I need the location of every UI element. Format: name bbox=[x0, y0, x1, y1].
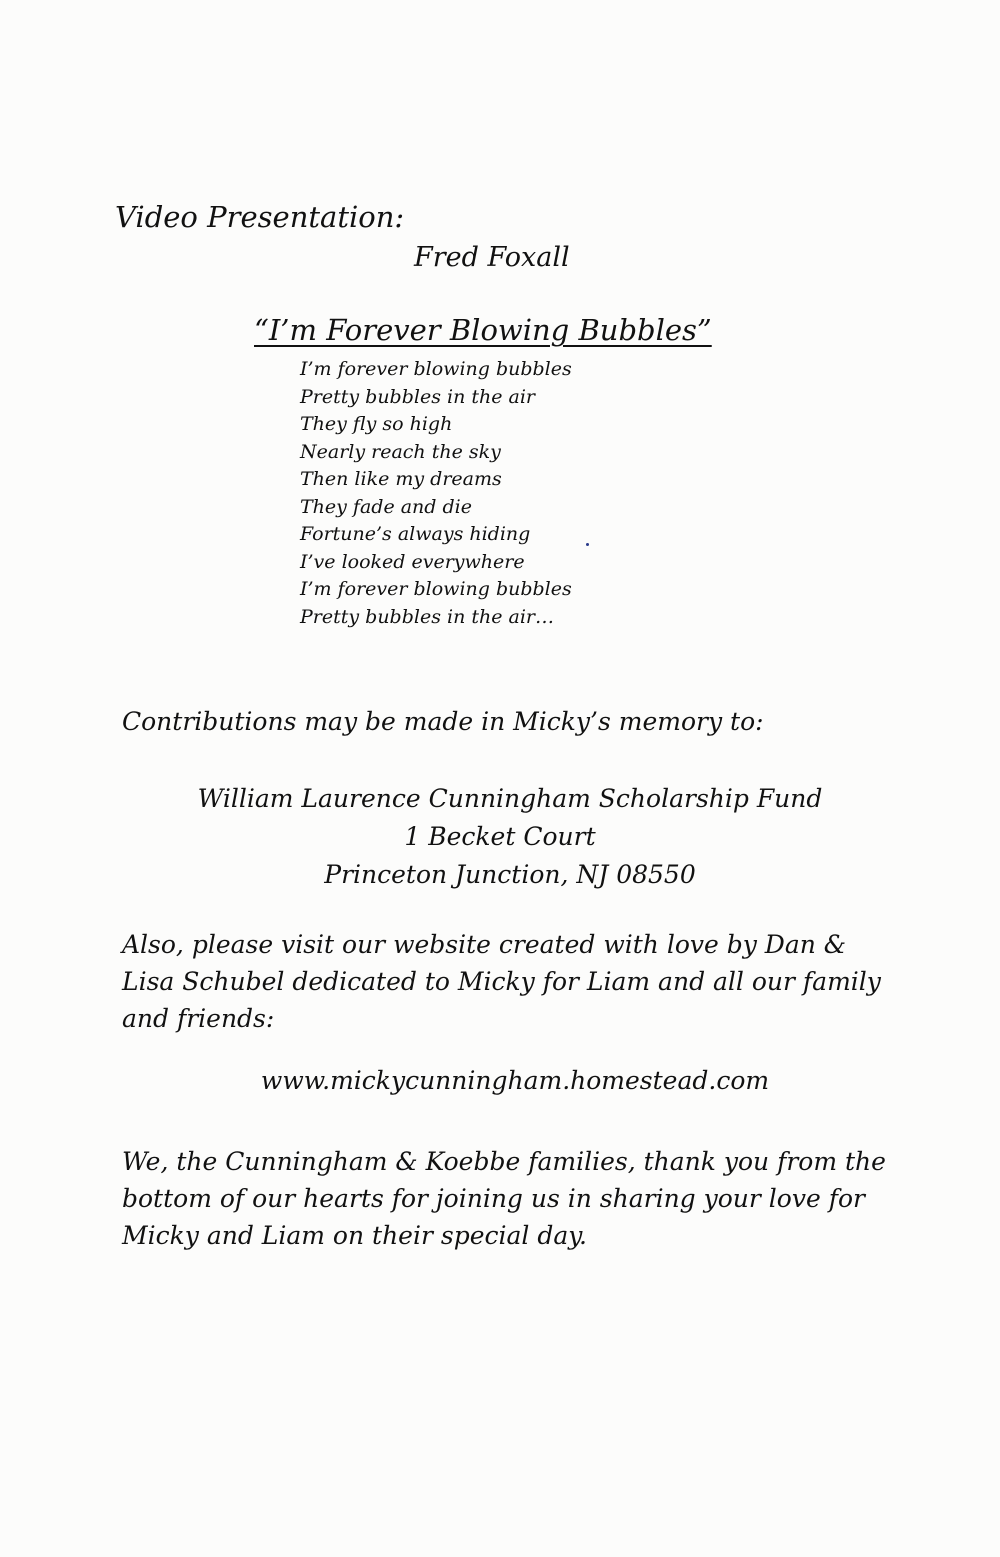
website-url: www.mickycunningham.homestead.com bbox=[260, 1066, 770, 1095]
lyrics-list bbox=[300, 356, 572, 631]
thank-you-paragraph: We, the Cunningham & Koebbe families, thank you from the bottom of our hearts for joining us in sharing your love for Micky and Liam on their special day. bbox=[122, 1147, 886, 1250]
lyric-line: Nearly reach the sky bbox=[300, 440, 501, 463]
contributions-intro: Contributions may be made in Micky’s memory to: bbox=[122, 707, 764, 736]
lyric-line: I’m forever blowing bubbles bbox=[300, 578, 572, 600]
address-line-street: 1 Becket Court bbox=[404, 822, 596, 851]
lyric-line: They fly so high bbox=[300, 413, 453, 435]
website-note-paragraph: Also, please visit our website created with love by Dan & Lisa Schubel dedicated to Micky for Liam and all our family and friends: bbox=[122, 930, 881, 1033]
video-presentation-heading: Video Presentation: bbox=[115, 200, 405, 234]
ink-speck-decoration bbox=[586, 543, 589, 546]
lyric-line: Pretty bubbles in the air… bbox=[300, 605, 554, 628]
address-line-fund-name: William Laurence Cunningham Scholarship Fund bbox=[197, 784, 823, 813]
lyric-line: Fortune’s always hiding bbox=[300, 523, 531, 545]
lyric-line: I’m forever blowing bubbles bbox=[300, 358, 572, 380]
address-line-city: Princeton Junction, NJ 08550 bbox=[324, 860, 696, 889]
lyric-line: They fade and die bbox=[300, 495, 472, 518]
lyric-line: Pretty bubbles in the air bbox=[300, 385, 535, 408]
song-title: “I’m Forever Blowing Bubbles” bbox=[254, 313, 712, 347]
lyric-line: Then like my dreams bbox=[300, 468, 502, 490]
lyric-line: I’ve looked everywhere bbox=[300, 550, 525, 573]
scholarship-address bbox=[0, 780, 1000, 894]
presenter-name: Fred Foxall bbox=[414, 242, 570, 273]
